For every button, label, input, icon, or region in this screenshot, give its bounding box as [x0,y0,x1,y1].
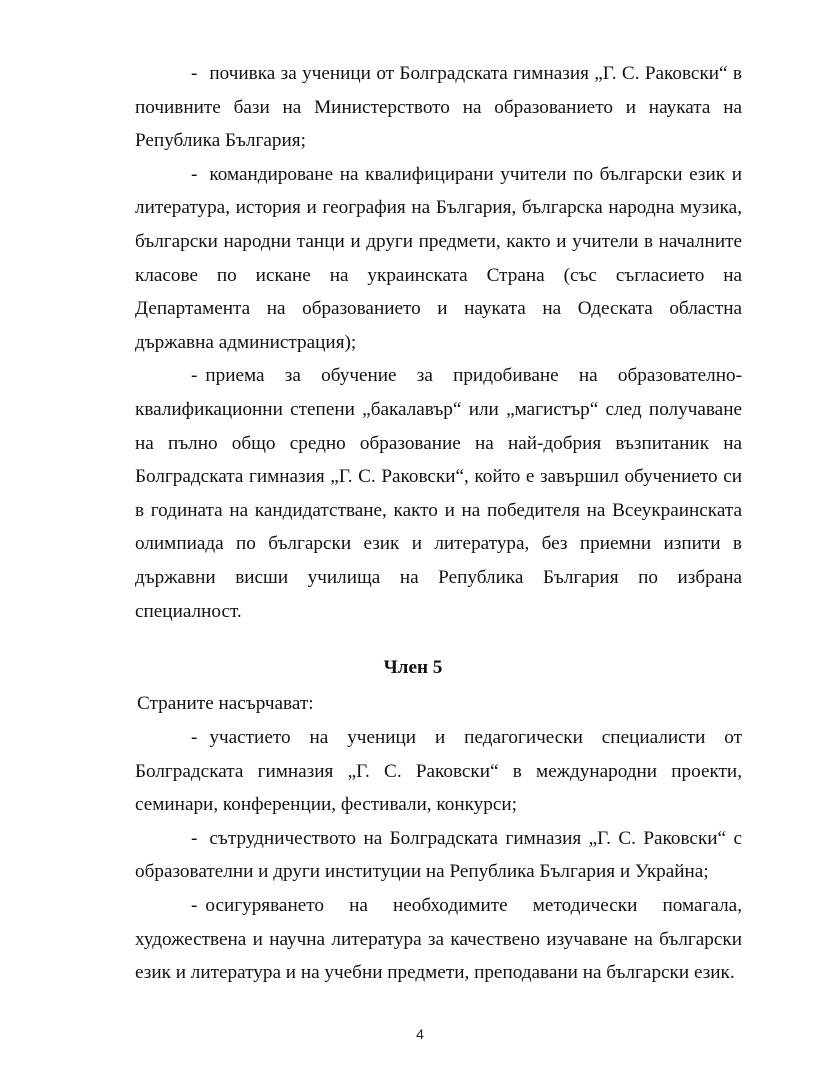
list-item [135,57,742,158]
dash-bullet: - [191,63,198,84]
dash-bullet: - [191,894,198,916]
list-item-text: участието на ученици и педагогически специалисти от Болградската гимназия „Г. С. Раковски“ в международни проекти, семинари, конференции, фестивали, конкурси; [135,727,742,816]
article-heading: Член 5 [383,657,443,678]
list-item-text: почивка за ученици от Болградската гимназия „Г. С. Раковски“ в почивните бази на Министерството на образованието и науката на Република България; [135,63,742,152]
article-intro: Страните насърчават: [137,693,314,714]
list-item-text: осигуряването на необходимите методически помагала, художествена и научна литература за качествено изучаване на български език и литература и на учебни предмети, преподавани на български език. [135,894,742,984]
article-list [135,721,742,990]
list-item [135,889,742,990]
dash-bullet: - [191,163,198,185]
list-item [135,359,742,628]
list-item [135,721,742,822]
list-item [135,158,742,360]
list-item-text: командироване на квалифицирани учители по български език и литература, история и география на България, българска народна музика, български народни танци и други предмети, както и учители в началните класове по искане на украинската Страна (със съгласието на Департамента на образованието и науката на Одеската областна държавна администрация); [135,163,742,353]
dash-bullet: - [191,365,198,387]
list-item [135,822,742,889]
section-top [135,57,742,628]
list-item-text: сътрудничеството на Болградската гимназия „Г. С. Раковски“ с образователни и други институции на Република България и Украйна; [135,827,742,883]
dash-bullet: - [191,727,198,748]
list-item-text: приема за обучение за придобиване на образователно-квалификационни степени „бакалавър“ или „магистър“ след получаване на пълно общо средно образование на най-добрия възпитаник на Болградската гимназия „Г. С. Раковски“, който е завършил обучението си в годината на кандидатстване, както и на победителя на Всеукраинската олимпиада по български език и литература, без приемни изпити в държавни висши училища на Република България по избрана специалност. [135,365,742,622]
page-number: 4 [416,1026,424,1042]
dash-bullet: - [191,827,198,849]
